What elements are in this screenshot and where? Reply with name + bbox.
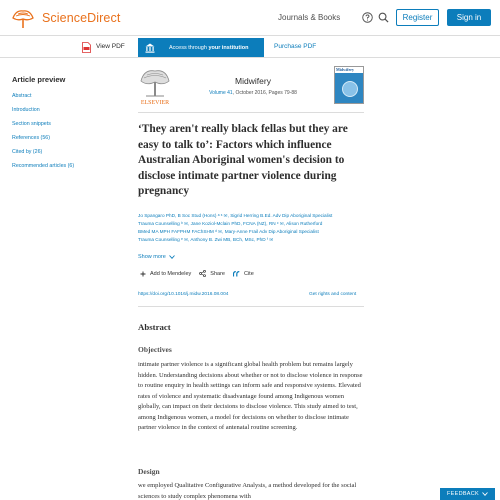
show-more-button[interactable] — [138, 254, 175, 260]
purchase-pdf-link[interactable]: Purchase PDF — [274, 43, 317, 50]
article-title: ‘They aren't really black fellas but they are easy to talk to’: Factors which influence Australian Aboriginal women's decision to disclose intimate partner violence during pregnancy — [138, 123, 348, 198]
journal-volume-info: Volume 41, October 2016, Pages 79-88 — [209, 90, 297, 96]
access-button-label: Access through your institution — [169, 44, 249, 51]
cover-graphic — [342, 81, 358, 97]
sign-in-button[interactable]: Sign in — [447, 9, 491, 26]
top-header — [0, 0, 500, 36]
sidebar-nav — [12, 92, 74, 176]
design-paragraph: we employed Qualitative Configurative Analysis, a method developed for the social sciences to study complex phenomena with — [138, 482, 357, 500]
sidebar-item-references[interactable]: References (56) — [12, 135, 50, 141]
journal-cover-image[interactable] — [334, 66, 364, 104]
objectives-heading: Objectives — [138, 345, 172, 354]
cite-button[interactable] — [233, 271, 254, 277]
share-button[interactable] — [199, 270, 225, 277]
add-to-mendeley-button[interactable] — [140, 271, 191, 277]
sidebar-item-recommended-articles[interactable]: Recommended articles (6) — [12, 163, 75, 169]
pdf-file-icon[interactable] — [82, 42, 91, 53]
journal-name-link[interactable]: Midwifery — [235, 76, 271, 86]
author-list[interactable] — [138, 212, 366, 244]
feedback-button[interactable] — [440, 488, 495, 500]
article-toolbar — [0, 37, 500, 58]
quote-icon — [233, 271, 240, 277]
sidebar-item-abstract[interactable]: Abstract — [12, 93, 32, 99]
volume-link[interactable]: Volume 41 — [209, 90, 233, 96]
search-icon[interactable] — [378, 12, 389, 23]
journals-books-link[interactable]: Journals & Books — [278, 13, 341, 22]
chevron-down-icon — [482, 492, 488, 496]
sidebar-title: Article preview — [12, 75, 66, 84]
sidebar-item-introduction[interactable]: Introduction — [12, 107, 40, 113]
plus-icon — [140, 271, 146, 277]
help-icon[interactable] — [362, 12, 373, 23]
divider — [138, 112, 364, 113]
share-icon — [199, 270, 206, 277]
article-actions — [140, 270, 262, 277]
author-line[interactable]: Jo Spangaro PhD, B Soc Stud (Hons) ᵃ ˢ ✉, Sigrid Herring B.Ed. Adv Dip Aboriginal Specialist — [138, 213, 333, 218]
register-button[interactable]: Register — [396, 9, 439, 26]
elsevier-tree-logo-icon[interactable] — [10, 8, 36, 28]
brand-name[interactable]: ScienceDirect — [42, 11, 121, 25]
objectives-paragraph: intimate partner violence is a significant global health problem but remains largely hidden. Understanding decisions about whether or not to disclose violence in response to routine enquiry in health settings can inform safe and responsive systems. Elevated rates of violence and systematic disadvantage found among Indigenous women globally, can impact on their decisions to disclose violence. This study aimed to test, among Indigenous women, a model for decisions on whether to disclose intimate partner violence in the context of antenatal routine screening. — [138, 361, 363, 431]
institution-building-icon — [145, 43, 155, 53]
abstract-heading: Abstract — [138, 322, 171, 332]
cover-header-band: Midwifery — [335, 67, 363, 73]
design-heading: Design — [138, 467, 160, 476]
author-line[interactable]: Trauma Counselling ᵉ ✉, Anthony B. Zwi MB, BCh, MSc, PhD ᶠ ✉ — [138, 237, 274, 243]
svg-text:ELSEVIER: ELSEVIER — [140, 100, 170, 106]
cite-label: Cite — [243, 270, 254, 277]
feedback-label: FEEDBACK — [446, 491, 480, 497]
elsevier-publisher-logo[interactable] — [138, 66, 172, 106]
sidebar-item-section-snippets[interactable]: Section snippets — [12, 121, 51, 127]
view-pdf-link[interactable]: View PDF — [96, 43, 125, 50]
sidebar-item-cited-by[interactable]: Cited by (26) — [12, 149, 43, 155]
show-more-label: Show more — [138, 254, 166, 260]
doi-link[interactable]: https://doi.org/10.1016/j.midw.2016.08.004 — [138, 292, 229, 297]
divider — [138, 306, 364, 307]
author-line[interactable]: Trauma Counselling ᵇ ✉, Jane Koziol-Mclain PhD, FCNA (NZ), RN ᶜ ✉, Alison Rutherford — [138, 221, 323, 227]
share-label: Share — [210, 270, 225, 277]
add-to-mendeley-label: Add to Mendeley — [150, 270, 192, 277]
access-through-institution-button[interactable] — [138, 38, 264, 57]
author-line[interactable]: BMed MA MPH FAFPHM FAChSHM ᵈ ✉, Mary-Anne Frail Adv Dip Aboriginal Specialist — [138, 229, 319, 235]
chevron-down-icon — [169, 255, 175, 259]
rights-content-link[interactable]: Get rights and content — [309, 292, 357, 297]
